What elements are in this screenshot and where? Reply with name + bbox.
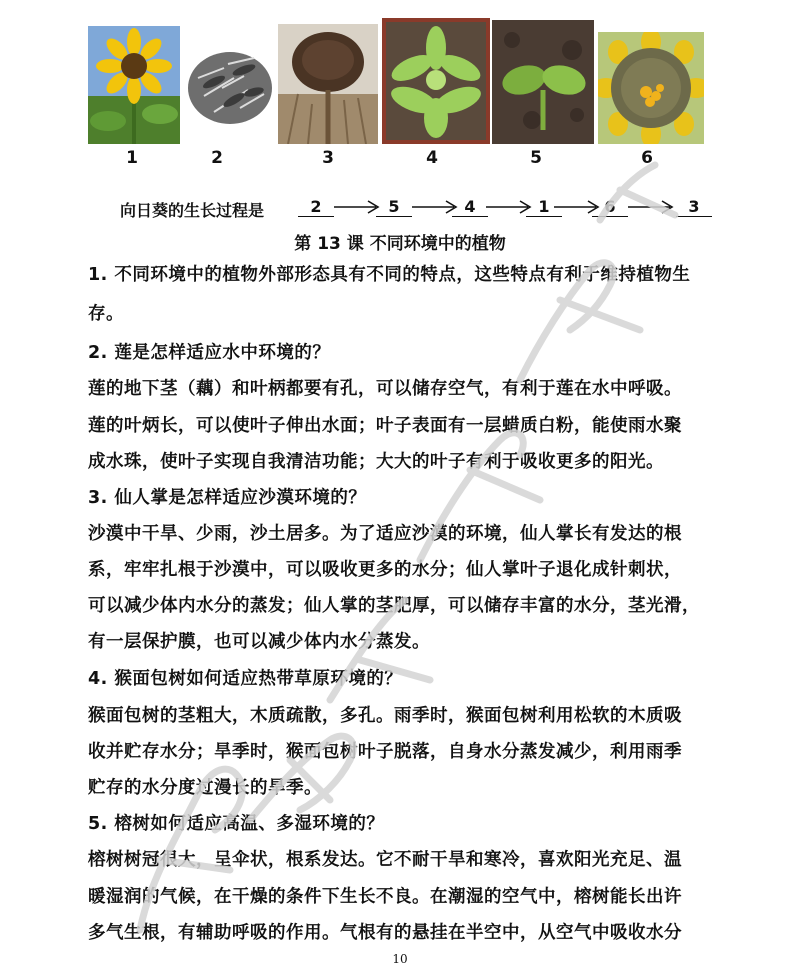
text-line: 存。	[88, 304, 124, 324]
question-heading: 2. 莲是怎样适应水中环境的？	[88, 343, 331, 363]
photo-strip	[88, 18, 708, 146]
sequence-answer: 1	[526, 198, 562, 217]
text-line: 系，牢牢扎根于沙漠中，可以吸收更多的水分；仙人掌叶子退化成针刺状，	[88, 560, 682, 580]
question-heading: 3. 仙人掌是怎样适应沙漠环境的？	[88, 488, 367, 508]
text-line: 莲的地下茎（藕）和叶柄都要有孔，可以储存空气，有利于莲在水中呼吸。	[88, 379, 682, 399]
text-line: 可以减少体内水分的蒸发；仙人掌的茎肥厚，可以储存丰富的水分，茎光滑，	[88, 596, 700, 616]
photo-number-5: 5	[530, 148, 542, 168]
question-heading: 5. 榕树如何适应高温、多湿环境的？	[88, 814, 385, 834]
text-line: 成水珠，使叶子实现自我清洁功能；大大的叶子有利于吸收更多的阳光。	[88, 452, 664, 472]
text-line: 1. 不同环境中的植物外部形态具有不同的特点，这些特点有利于维持植物生	[88, 265, 691, 285]
photo-number-6: 6	[641, 148, 653, 168]
sequence-answer: 4	[452, 198, 488, 217]
text-line: 猴面包树的茎粗大，木质疏散，多孔。雨季时，猴面包树利用松软的木质吸	[88, 706, 682, 726]
text-line: 暖湿润的气候，在干燥的条件下生长不良。在潮湿的空气中，榕树能长出许	[88, 887, 682, 907]
sunflower-seeds-photo	[184, 38, 276, 134]
text-line: 沙漠中干旱、少雨，沙土居多。为了适应沙漠的环境，仙人掌长有发达的根	[88, 524, 682, 544]
photo-number-3: 3	[322, 148, 334, 168]
photo-number-4: 4	[426, 148, 438, 168]
arrow-right-icon	[628, 200, 674, 214]
sequence-answer: 6	[592, 198, 628, 217]
sequence-answer: 3	[676, 198, 712, 217]
sunflower-seed-head-photo	[598, 32, 704, 144]
question-heading: 4. 猴面包树如何适应热带草原环境的？	[88, 669, 403, 689]
photo-number-1: 1	[126, 148, 138, 168]
text-line: 有一层保护膜，也可以减少体内水分蒸发。	[88, 632, 430, 652]
withered-sunflower-photo	[278, 24, 378, 144]
young-sunflower-plant-photo	[382, 18, 490, 144]
sequence-lead-text: 向日葵的生长过程是	[120, 201, 265, 220]
page-number: 10	[392, 952, 408, 966]
text-line: 贮存的水分度过漫长的旱季。	[88, 778, 322, 798]
photo-number-2: 2	[211, 148, 223, 168]
sunflower-bloom-photo	[88, 26, 180, 144]
sequence-answer: 2	[298, 198, 334, 217]
arrow-right-icon	[334, 200, 380, 214]
lesson-title: 第 13 课 不同环境中的植物	[294, 234, 506, 254]
sunflower-seedling-photo	[492, 20, 594, 144]
growth-sequence	[120, 196, 720, 222]
text-line: 收并贮存水分；旱季时，猴面包树叶子脱落，自身水分蒸发减少，利用雨季	[88, 742, 682, 762]
text-line: 榕树树冠很大，呈伞状，根系发达。它不耐干旱和寒冷，喜欢阳光充足、温	[88, 850, 682, 870]
text-line: 多气生根，有辅助呼吸的作用。气根有的悬挂在半空中，从空气中吸收水分	[88, 923, 682, 943]
sequence-answer: 5	[376, 198, 412, 217]
text-line: 莲的叶炳长，可以使叶子伸出水面；叶子表面有一层蜡质白粉，能使雨水聚	[88, 416, 682, 436]
